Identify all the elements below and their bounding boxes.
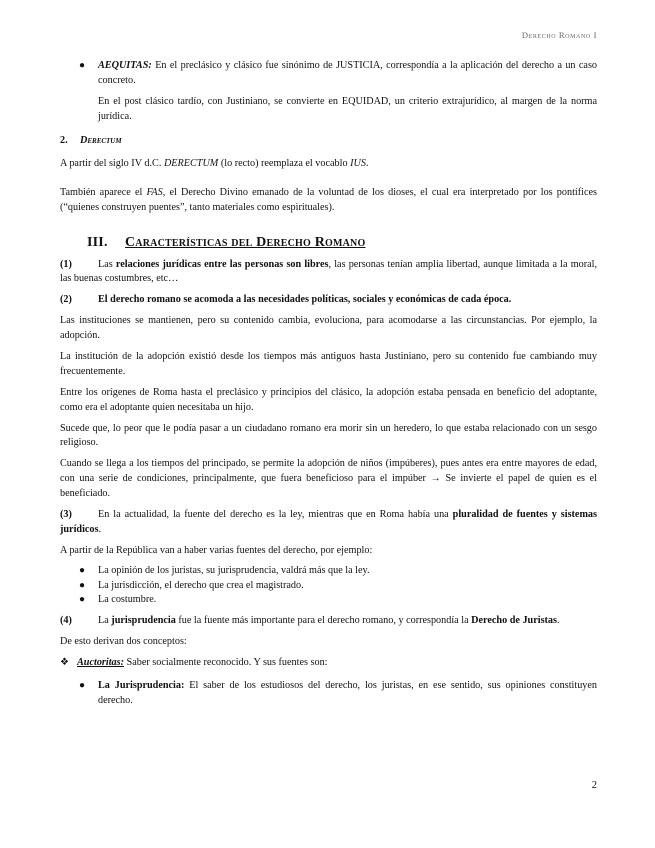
emphasis-text: relaciones jurídicas entre las personas son libres xyxy=(115,258,329,270)
text-run: (lo recto) reemplaza el vocablo xyxy=(218,158,351,170)
characteristic-number: (1) xyxy=(60,258,72,270)
ius-term: IUS xyxy=(350,158,366,170)
fas-paragraph xyxy=(60,186,597,216)
concepts-intro: De esto derivan dos conceptos: xyxy=(60,636,187,648)
text-run: . xyxy=(556,615,560,627)
text-run: En la actualidad, la fuente del derecho es la ley, mientras que en Roma había una xyxy=(98,509,453,521)
text-run: A partir del siglo IV d.C. xyxy=(60,158,164,170)
text-run: . xyxy=(98,523,102,535)
running-header: Derecho Romano I xyxy=(521,30,597,40)
bullet-icon: ● xyxy=(79,564,86,576)
list-item-text: La costumbre. xyxy=(98,594,157,606)
aequitas-term: AEQUITAS: xyxy=(98,60,152,71)
characteristic-4 xyxy=(60,614,597,629)
section-3-title: Características del Derecho Romano xyxy=(125,235,366,251)
section-3-heading xyxy=(60,233,597,253)
bullet-icon: ● xyxy=(79,60,86,71)
section-3-number: III. xyxy=(87,235,108,251)
text-run: , el Derecho Divino emanado de la voluntad de los dioses, el cual era interpretado por los pontífices (“quienes construyen puentes”, tanto materiales como espirituales). xyxy=(60,187,597,214)
jurisprudencia-text: El saber de los estudiosos del derecho, los juristas, en ese sentido, sus opiniones constituyen derecho. xyxy=(98,680,597,706)
bullet-icon: ● xyxy=(79,579,86,591)
auctoritas-term: Auctoritas: xyxy=(77,657,124,669)
text-run: , las personas tenían amplia libertad, aunque limitada a la moral, las buenas costumbres, etc… xyxy=(60,258,597,285)
auctoritas-text: Saber socialmente reconocido. Y sus fuentes son: xyxy=(123,657,328,669)
bullet-icon: ● xyxy=(79,594,86,606)
text-run: . xyxy=(365,158,369,170)
section-2-title: Derectum xyxy=(80,134,122,146)
derectum-paragraph xyxy=(60,157,597,172)
section-2-number: 2. xyxy=(60,134,68,146)
sources-list xyxy=(60,564,597,609)
paragraph-adoption-1: Las instituciones se mantienen, pero su contenido cambia, evoluciona, para acomodarse a las circunstancias. Por ejemplo, la adopción. xyxy=(60,315,597,342)
list-item xyxy=(60,579,597,594)
list-item xyxy=(60,593,597,608)
list-item-text: La jurisdicción, el derecho que crea el magistrado. xyxy=(98,579,304,591)
jurisprudencia-term: La Jurisprudencia: xyxy=(98,680,185,692)
diamond-bullet-icon: ❖ xyxy=(60,657,69,669)
emphasis-text: El derecho romano se acomoda a las necesidades políticas, sociales y económicas de cada época. xyxy=(98,294,512,306)
auctoritas-item xyxy=(60,656,597,671)
characteristic-number: (3) xyxy=(60,509,72,521)
text-run: fue la fuente más importante para el derecho romano, y correspondía la xyxy=(175,615,472,627)
text-run: También aparece el xyxy=(60,187,147,199)
paragraph-adoption-5: Cuando se llega a los tiempos del principado, se permite la adopción de niños (impúberes), pues antes era entre mayores de edad, con una serie de condiciones, principalmente, que fuera beneficioso para el impúber → Se invierte el papel de quien es el beneficiado. xyxy=(60,458,597,500)
aequitas-text: En el preclásico y clásico fue sinónimo de JUSTICIA, correspondía a la aplicación del derecho a un caso concreto. xyxy=(98,60,598,86)
bullet-icon: ● xyxy=(79,680,86,692)
text-run: La xyxy=(98,615,112,627)
text-run: Las xyxy=(98,258,116,270)
fas-term: FAS xyxy=(146,187,163,199)
page-number: 2 xyxy=(591,780,597,791)
paragraph-adoption-2: La institución de la adopción existió desde los tiempos más antiguos hasta Justiniano, pero su contenido fue cambiando muy frecuentemente. xyxy=(60,351,597,377)
sources-intro: A partir de la República van a haber varias fuentes del derecho, por ejemplo: xyxy=(60,544,373,556)
emphasis-text: Derecho de Juristas xyxy=(471,615,557,627)
list-item-text: La opinión de los juristas, su jurisprudencia, valdrá más que la ley. xyxy=(98,564,370,576)
derectum-term: DERECTUM xyxy=(163,158,219,170)
list-item xyxy=(60,564,597,579)
characteristic-3 xyxy=(60,508,597,538)
section-2-heading xyxy=(60,134,597,149)
characteristic-number: (4) xyxy=(60,615,72,627)
jurisprudencia-item xyxy=(60,679,597,709)
characteristic-2 xyxy=(60,293,597,308)
page-content xyxy=(60,59,597,709)
emphasis-text: pluralidad de fuentes y sistemas jurídicos xyxy=(60,509,597,535)
aequitas-bullet xyxy=(60,59,597,89)
aequitas-post-classic: En el post clásico tardío, con Justiniano, se convierte en EQUIDAD, un criterio extrajurídico, al margen de la norma jurídica. xyxy=(98,95,597,122)
characteristic-number: (2) xyxy=(60,294,72,306)
characteristic-1 xyxy=(60,258,597,288)
paragraph-adoption-4: Sucede que, lo peor que le podía pasar a un ciudadano romano era morir sin un heredero, lo que estaba relacionado con un sesgo religioso. xyxy=(60,422,597,449)
emphasis-text: jurisprudencia xyxy=(111,615,176,627)
paragraph-adoption-3: Entre los orígenes de Roma hasta el preclásico y principios del clásico, la adopción estaba pensada en beneficio del adoptante, como era el adoptante quien necesitaba un hijo. xyxy=(60,386,597,413)
